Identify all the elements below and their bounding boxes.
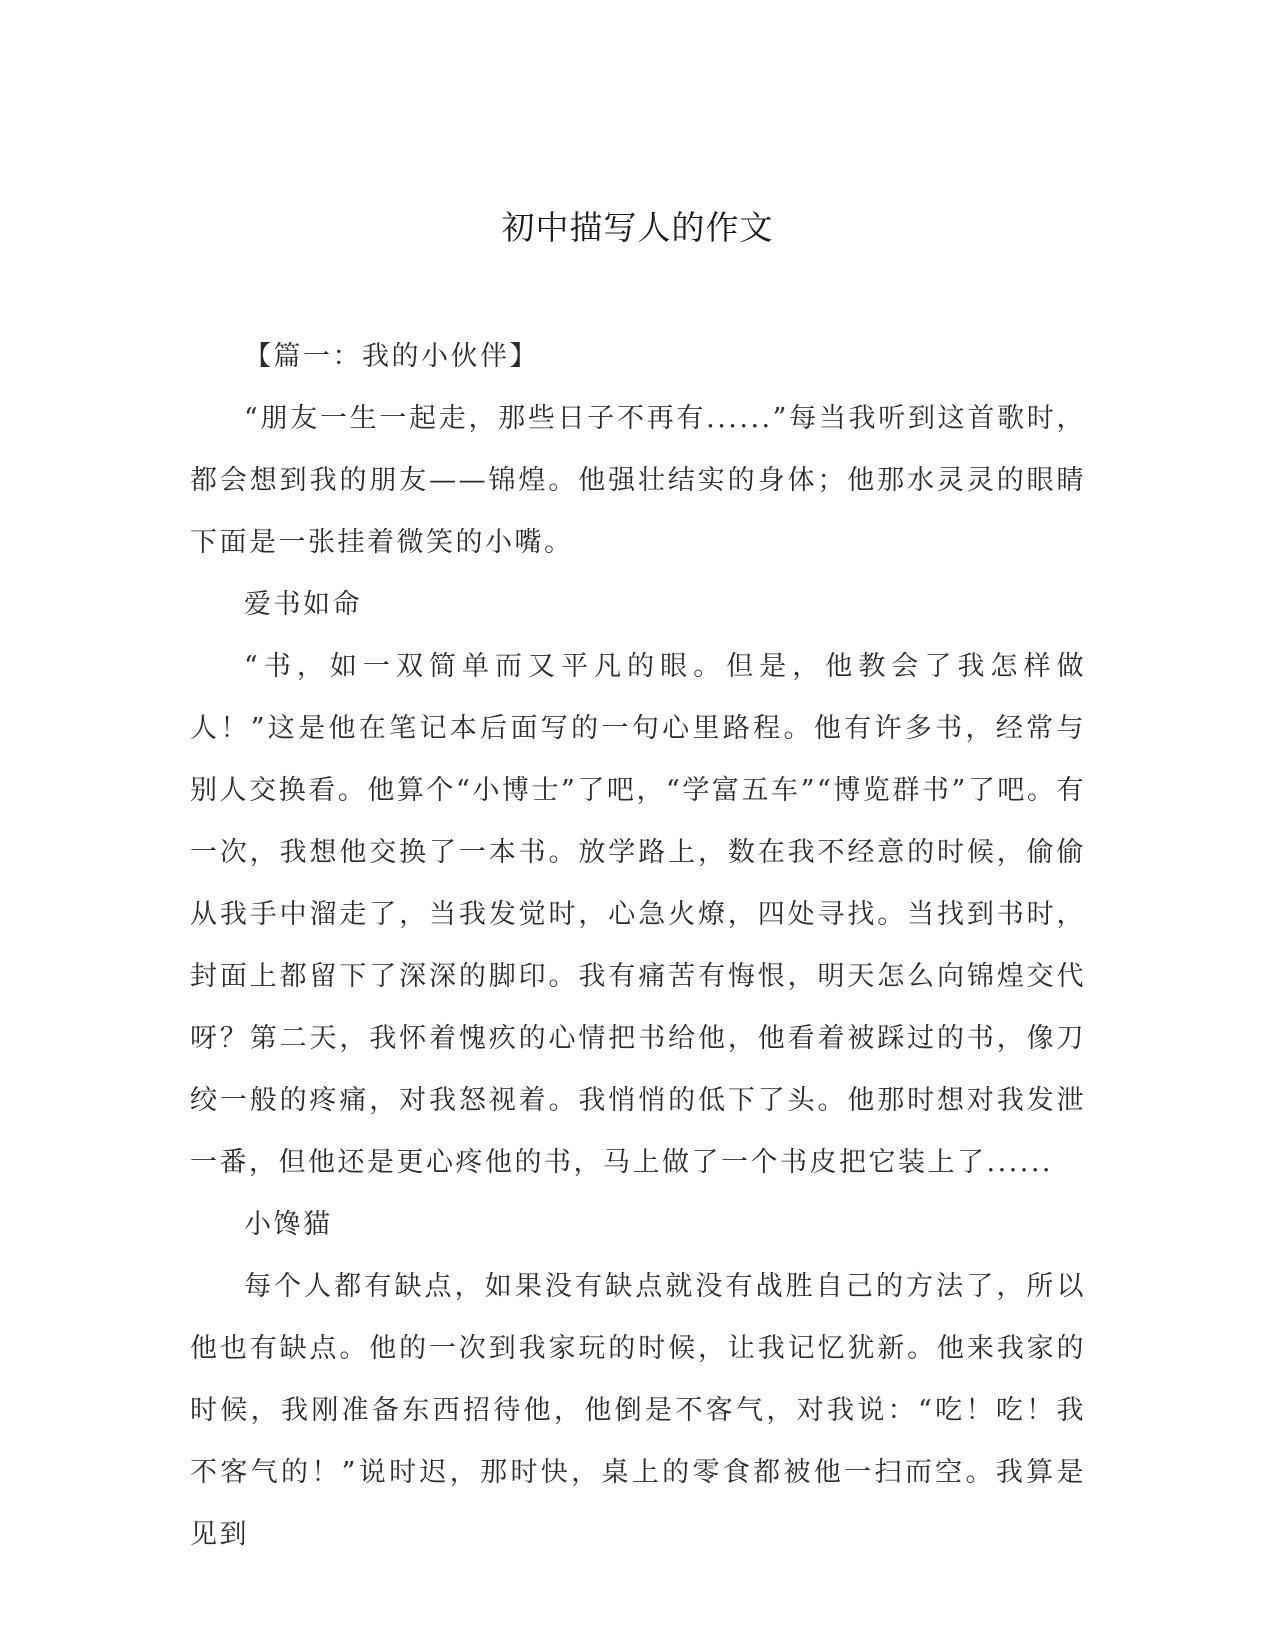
- body-paragraph: 每个人都有缺点，如果没有缺点就没有战胜自己的方法了，所以他也有缺点。他的一次到我家玩的时候，让我记忆犹新。他来我家的时候，我刚准备东西招待他，他倒是不客气，对我说：“吃！吃！我不客气的！”说时迟，那时快，桌上的零食都被他一扫而空。我算是见到: [190, 1271, 1086, 1550]
- section-heading: 【篇一：我的小伙伴】: [244, 341, 539, 372]
- document-title: 初中描写人的作文: [501, 208, 774, 247]
- subheading-little-glutton: 小馋猫: [244, 1209, 333, 1240]
- subheading-love-books: 爱书如命: [244, 589, 362, 620]
- body-paragraph: “书，如一双简单而又平凡的眼。但是，他教会了我怎样做人！”这是他在笔记本后面写的一句心里路程。他有许多书，经常与别人交换看。他算个“小博士”了吧，“学富五车”“博览群书”了吧。有一次，我想他交换了一本书。放学路上，数在我不经意的时候，偷偷从我手中溜走了，当我发觉时，心急火燎，四处寻找。当找到书时，封面上都留下了深深的脚印。我有痛苦有悔恨，明天怎么向锦煌交代呀？第二天，我怀着愧疚的心情把书给他，他看着被踩过的书，像刀绞一般的疼痛，对我怒视着。我悄悄的低下了头。他那时想对我发泄一番，但他还是更心疼他的书，马上做了一个书皮把它装上了......: [190, 651, 1086, 1178]
- body-paragraph: “朋友一生一起走，那些日子不再有......”每当我听到这首歌时，都会想到我的朋友——锦煌。他强壮结实的身体；他那水灵灵的眼睛下面是一张挂着微笑的小嘴。: [190, 403, 1086, 558]
- document-body: [190, 326, 1086, 1566]
